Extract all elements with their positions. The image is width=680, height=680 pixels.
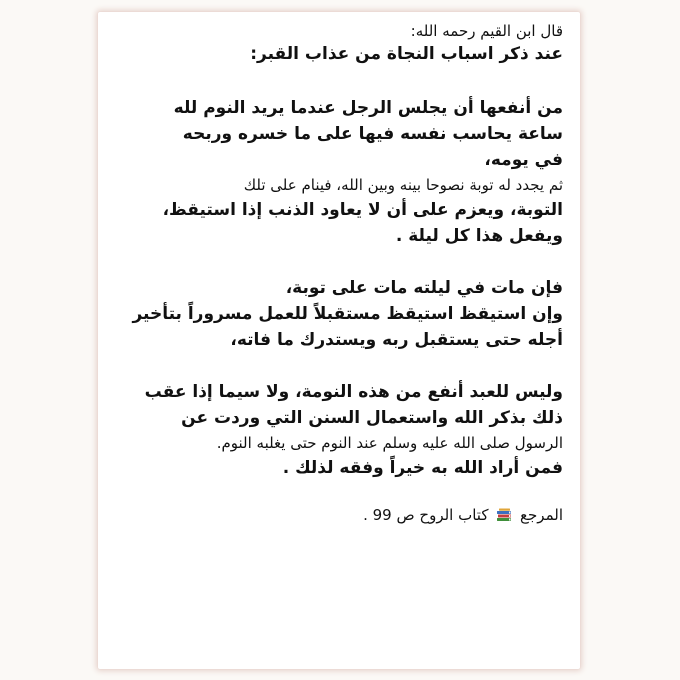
text-line: من أنفعها أن يجلس الرجل عندما يريد النوم لله — [173, 98, 563, 118]
text-card — [98, 12, 580, 669]
paragraph-1 — [112, 98, 563, 246]
text-line: فمن أراد الله به خيراً وفقه لذلك . — [282, 458, 563, 478]
text-line: الرسول صلى الله عليه وسلم عند النوم حتى يغلبه النوم. — [216, 434, 563, 452]
books-icon — [496, 508, 512, 522]
reference-label: المرجع — [520, 506, 563, 524]
text-line: ذلك بذكر الله واستعمال السنن التي وردت عن — [181, 408, 563, 428]
text-line: وليس للعبد أنفع من هذه النومة، ولا سيما إذا عقب — [144, 382, 563, 402]
heading-line: عند ذكر اسباب النجاة من عذاب القبر: — [250, 44, 563, 64]
text-line: ساعة يحاسب نفسه فيها على ما خسره وربحه — [182, 124, 563, 144]
text-line: فإن مات في ليلته مات على توبة، — [285, 278, 563, 298]
reference-line — [112, 506, 563, 524]
paragraph-3 — [112, 382, 563, 478]
text-line: ثم يجدد له توبة نصوحا بينه وبين الله، فينام على تلك — [243, 176, 563, 194]
intro-line: قال ابن القيم رحمه الله: — [410, 22, 563, 40]
text-line: ويفعل هذا كل ليلة . — [395, 226, 563, 246]
text-line: وإن استيقظ استيقظ مستقبلاً للعمل مسروراً بتأخير — [132, 304, 563, 324]
text-body — [112, 22, 563, 524]
paragraph-2 — [112, 278, 563, 350]
reference-text: كتاب الروح ص 99 . — [363, 506, 489, 524]
text-line: التوبة، ويعزم على أن لا يعاود الذنب إذا استيقظ، — [162, 200, 563, 220]
text-line: في يومه، — [484, 150, 563, 170]
text-line: أجله حتى يستقبل ربه ويستدرك ما فاته، — [230, 330, 563, 350]
